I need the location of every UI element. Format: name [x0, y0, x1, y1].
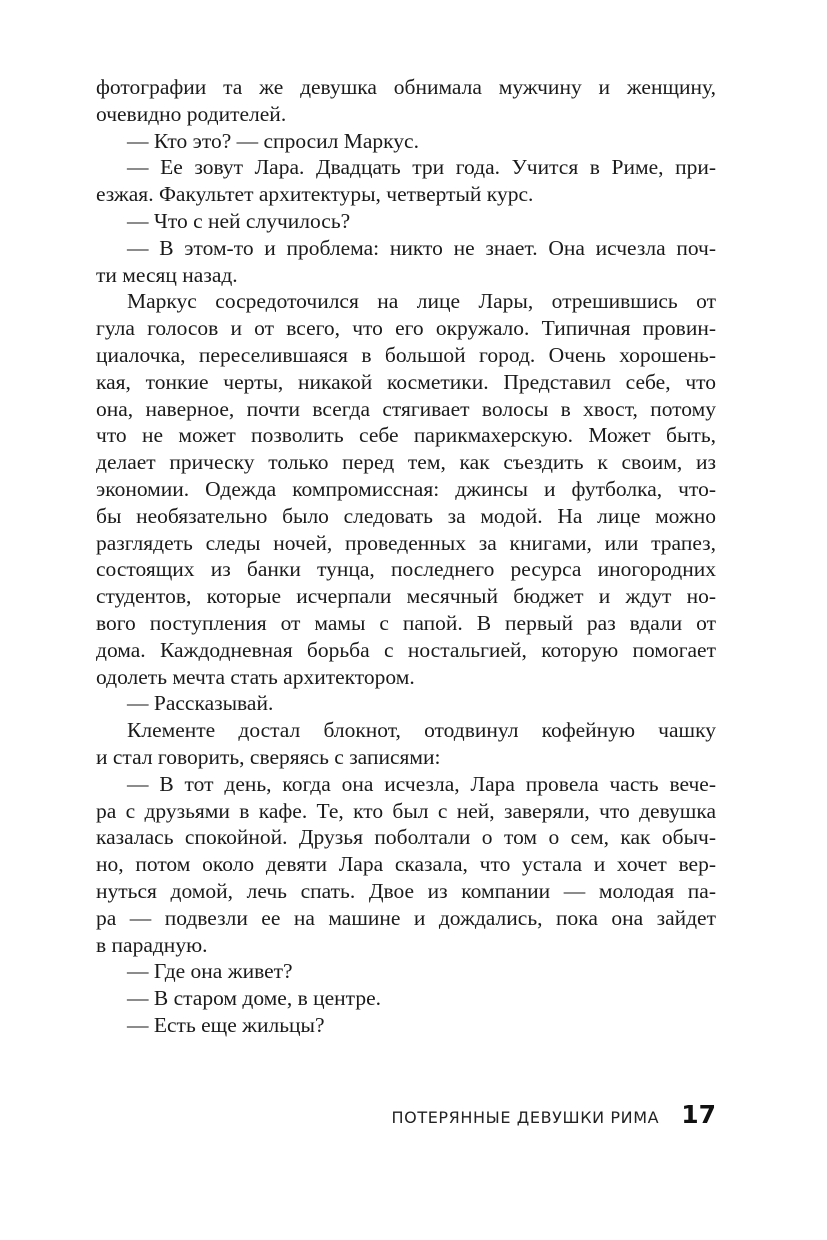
text-line: гула голосов и от всего, что его окружало. Типичная провин-	[96, 316, 716, 341]
text-line: бы необязательно было следовать за модой. На лице можно	[96, 503, 716, 528]
text-line: разглядеть следы ночей, проведенных за книгами, или трапез,	[96, 530, 716, 555]
text-line: и стал говорить, сверяясь с записями:	[96, 744, 441, 769]
text-line: она, наверное, почти всегда стягивает волосы в хвост, потому	[96, 396, 716, 421]
text-line: Маркус сосредоточился на лице Лары, отрешившись от	[127, 289, 716, 314]
text-line: — В тот день, когда она исчезла, Лара провела часть вече-	[127, 771, 716, 796]
text-line: кая, тонкие черты, никакой косметики. Представил себе, что	[96, 369, 716, 394]
text-line: дома. Каждодневная борьба с ностальгией, которую помогает	[96, 637, 716, 662]
running-title: ПОТЕРЯННЫЕ ДЕВУШКИ РИМА	[391, 1108, 660, 1127]
text-line: — Где она живет?	[127, 959, 293, 984]
text-line: — Есть еще жильцы?	[127, 1012, 325, 1037]
text-line: делает прическу только перед тем, как съездить к своим, из	[96, 450, 716, 475]
text-line: ра — подвезли ее на машине и дождались, пока она зайдет	[96, 905, 716, 930]
page-number: 17	[681, 1100, 716, 1129]
text-line: Клементе достал блокнот, отодвинул кофейную чашку	[127, 718, 716, 743]
text-line: в парадную.	[96, 932, 208, 957]
text-line: — Рассказывай.	[127, 691, 274, 716]
text-line: нуться домой, лечь спать. Двое из компании — молодая па-	[96, 878, 716, 903]
text-line: вого поступления от мамы с папой. В первый раз вдали от	[96, 610, 716, 635]
text-line: что не может позволить себе парикмахерскую. Может быть,	[96, 423, 716, 448]
text-line: циалочка, переселившаяся в большой город. Очень хорошень-	[96, 342, 716, 367]
text-line: — В этом-то и проблема: никто не знает. Она исчезла поч-	[127, 235, 716, 260]
text-line: фотографии та же девушка обнимала мужчину и женщину,	[96, 75, 716, 99]
text-line: ра с друзьями в кафе. Те, кто был с ней, заверяли, что девушка	[96, 798, 716, 823]
text-line: — Ее зовут Лара. Двадцать три года. Учится в Риме, при-	[127, 155, 716, 180]
body-text	[96, 74, 716, 1039]
text-line: — Кто это? — спросил Маркус.	[127, 128, 419, 153]
text-line: экономии. Одежда компромиссная: джинсы и футболка, что-	[96, 476, 716, 501]
text-line: — В старом доме, в центре.	[127, 986, 381, 1011]
text-line: студентов, которые исчерпали месячный бюджет и ждут но-	[96, 584, 716, 609]
text-line: казалась спокойной. Друзья поболтали о том о сем, как обыч-	[96, 825, 716, 850]
text-line: езжая. Факультет архитектуры, четвертый курс.	[96, 182, 534, 207]
text-line: ти месяц назад.	[96, 262, 238, 287]
text-line: — Что с ней случилось?	[127, 208, 351, 233]
text-line: но, потом около девяти Лара сказала, что устала и хочет вер-	[96, 852, 716, 877]
page-footer	[96, 1100, 716, 1134]
text-line: одолеть мечта стать архитектором.	[96, 664, 415, 689]
text-line: очевидно родителей.	[96, 101, 287, 126]
text-line: состоящих из банки тунца, последнего ресурса иногородних	[96, 557, 716, 582]
